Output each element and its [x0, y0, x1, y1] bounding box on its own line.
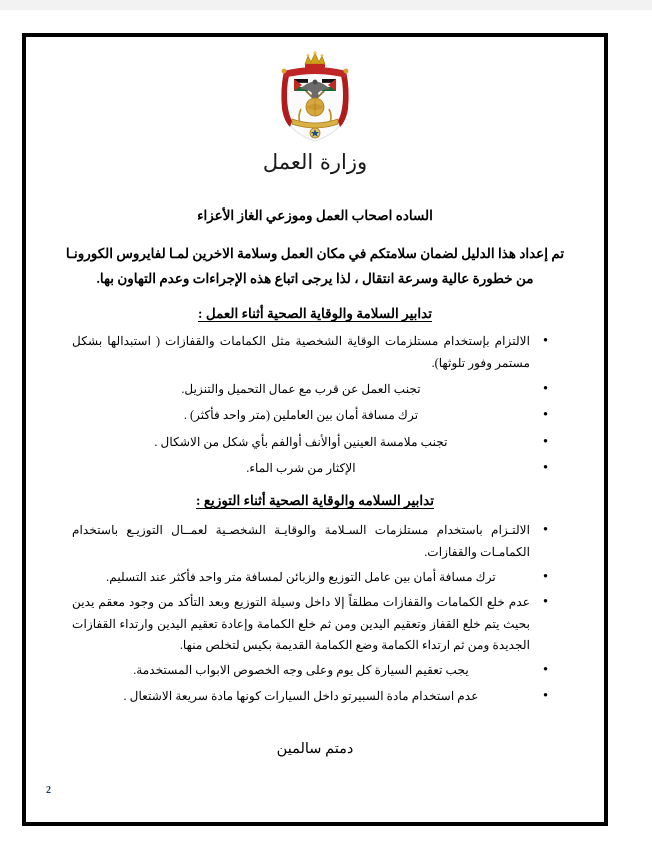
list-item: ● يجب تعقيم السيارة كل يوم وعلى وجه الخصوص الابواب المستخدمة.: [72, 660, 544, 681]
list-item: ● عدم استخدام مادة السبيرتو داخل السيارات كونها مادة سريعة الاشتعال .: [72, 686, 544, 707]
bullet-list-distribution: [60, 520, 570, 707]
document-page: [22, 33, 608, 826]
list-item: ● الالتزام بإستخدام مستلزمات الوقاية الشخصية مثل الكمامات والقفازات ( استبدالها بشكل مستمر وفور تلوثها).: [72, 331, 544, 374]
list-item: ● ترك مسافة أمان بين العاملين (متر واحد فأكثر) .: [72, 405, 544, 426]
salutation-line: الساده اصحاب العمل وموزعي الغاز الأعزاء: [197, 208, 433, 223]
top-gray-strip: [0, 0, 652, 10]
jordan-coat-of-arms-emblem-icon: [272, 51, 358, 143]
page-number: 2: [46, 785, 51, 796]
section-heading-distribution-text: تدابير السلامه والوقاية الصحية أثناء التوزيع :: [196, 493, 434, 509]
ministry-name: وزارة العمل: [262, 150, 368, 174]
list-item: ● تجنب ملامسة العينين أوالأنف أوالفم بأي شكل من الاشكال .: [72, 432, 544, 453]
list-item: ● الالتـزام باستخدام مستلزمات السـلامة والوقايـة الشخصـية لعمــال التوزيـع باستخدام الكمامـات والقفازات.: [72, 520, 544, 563]
emblem-container: [60, 37, 570, 148]
bullet-list-work: [60, 331, 570, 479]
section-heading-work-text: تدابير السلامة والوقاية الصحية أثناء العمل :: [197, 306, 432, 322]
intro-line-1: تم إعداد هذا الدليل لضمان سلامتكم في مكان العمل وسلامة الاخرين لمـا لفايروس الكورونـا: [65, 246, 565, 262]
intro-paragraph: [60, 242, 570, 292]
intro-line-2: من خطورة عالية وسرعة انتقال ، لذا يرجى اتباع هذه الإجراءات وعدم التهاون بها.: [96, 271, 534, 287]
list-item: ● تجنب العمل عن قرب مع عمال التحميل والتنزيل.: [72, 379, 544, 400]
section-heading-work: [60, 306, 570, 322]
list-item: ● عدم خلع الكمامات والقفازات مطلقاً إلا داخل وسيلة التوزيع وبعد التأكد من وجود معقم يدين بحيث يتم خلع القفاز وتعقيم اليدين ومن ثم خلع الكمامة وإعادة تعقيم اليدين وارتداء القفازات الجديدة ومن ثم ارتداء الكمامة وضع الكمامة القديمة بكيس لتخلص منها.: [72, 592, 544, 656]
list-item: ● ترك مسافة أمان بين عامل التوزيع والزبائن لمسافة متر واحد فأكثر عند التسليم.: [72, 567, 544, 588]
closing-line: دمتم سالمين: [276, 741, 354, 757]
section-heading-distribution: [60, 493, 570, 509]
list-item: ● الإكثار من شرب الماء.: [72, 458, 544, 479]
page-content: [26, 37, 604, 822]
